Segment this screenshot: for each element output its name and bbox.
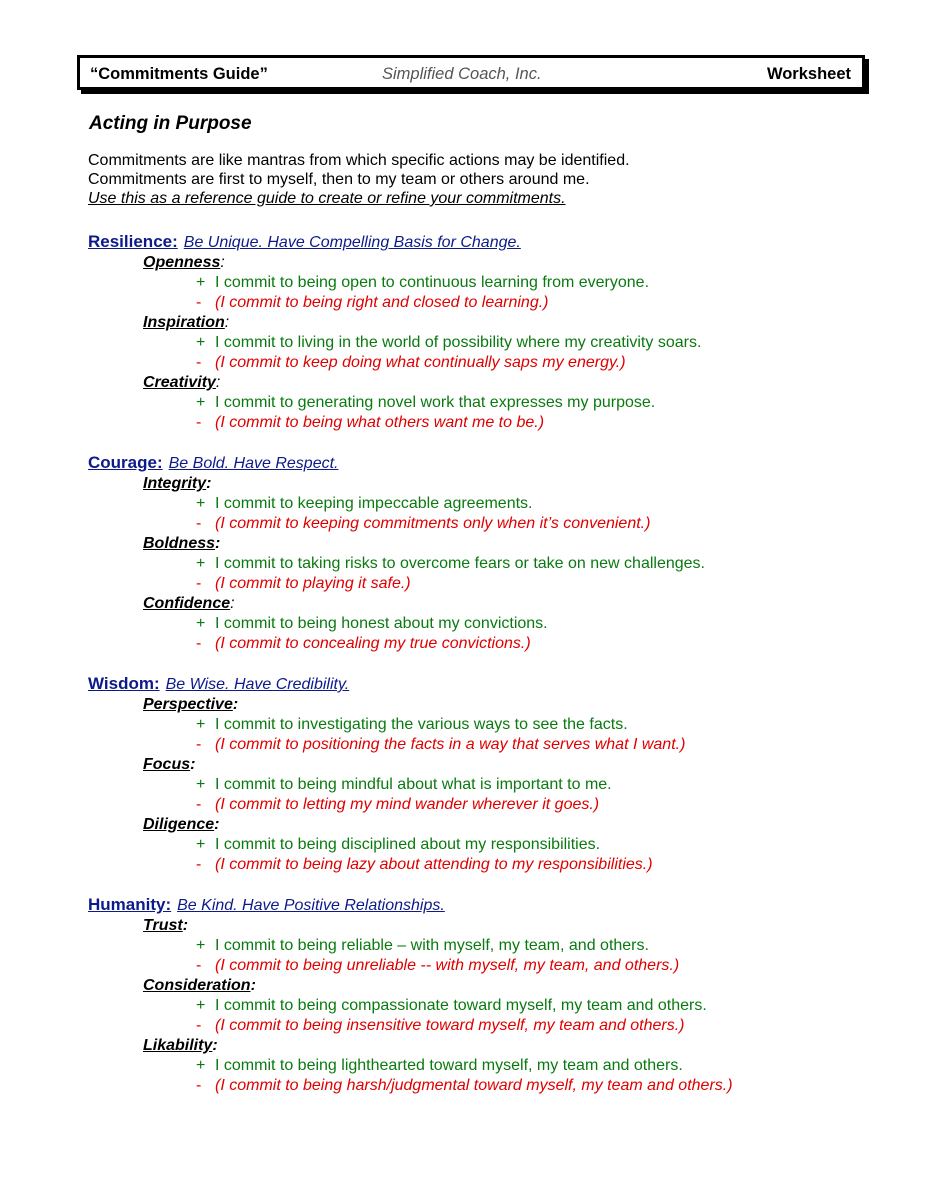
section-name: Resilience: xyxy=(88,232,178,251)
minus-marker: - xyxy=(196,414,202,431)
trait-label xyxy=(143,373,888,393)
plus-marker: + xyxy=(196,615,206,632)
section-name: Courage: xyxy=(88,453,163,472)
commitment-text: (I commit to playing it safe.) xyxy=(215,575,411,592)
intro-reference: Use this as a reference guide to create or refine your commitments. xyxy=(88,190,566,207)
section-heading xyxy=(88,895,888,916)
positive-commitment xyxy=(196,554,888,574)
trait-colon: : xyxy=(215,535,221,552)
commitment-text: I commit to investigating the various ways to see the facts. xyxy=(215,716,628,733)
negative-commitment xyxy=(196,293,888,313)
positive-commitment xyxy=(196,835,888,855)
intro xyxy=(88,151,630,208)
trait-label xyxy=(143,534,888,554)
commitment-text: I commit to being mindful about what is important to me. xyxy=(215,776,612,793)
trait-colon: : xyxy=(220,254,225,271)
section-heading xyxy=(88,453,888,474)
positive-commitment xyxy=(196,775,888,795)
minus-marker: - xyxy=(196,354,202,371)
negative-commitment xyxy=(196,855,888,875)
plus-marker: + xyxy=(196,1057,206,1074)
trait-name: Perspective xyxy=(143,696,233,713)
positive-commitment xyxy=(196,494,888,514)
negative-commitment xyxy=(196,574,888,594)
trait-name: Creativity xyxy=(143,374,216,391)
section-name: Wisdom: xyxy=(88,674,160,693)
trait-colon: : xyxy=(214,816,220,833)
minus-marker: - xyxy=(196,575,202,592)
plus-marker: + xyxy=(196,716,206,733)
negative-commitment xyxy=(196,1016,888,1036)
commitment-text: I commit to being disciplined about my responsibilities. xyxy=(215,836,601,853)
page-title: Acting in Purpose xyxy=(89,113,252,134)
trait-name: Consideration xyxy=(143,977,251,994)
commitment-text: I commit to being compassionate toward myself, my team and others. xyxy=(215,997,707,1014)
document-header xyxy=(77,55,865,90)
section xyxy=(88,453,888,654)
section-heading xyxy=(88,674,888,695)
trait-colon: : xyxy=(250,977,256,994)
section-heading xyxy=(88,232,888,253)
negative-commitment xyxy=(196,735,888,755)
plus-marker: + xyxy=(196,836,206,853)
positive-commitment xyxy=(196,1056,888,1076)
commitment-text: (I commit to being insensitive toward myself, my team and others.) xyxy=(215,1017,685,1034)
commitment-text: (I commit to being lazy about attending to my responsibilities.) xyxy=(215,856,653,873)
positive-commitment xyxy=(196,996,888,1016)
positive-commitment xyxy=(196,715,888,735)
minus-marker: - xyxy=(196,1077,202,1094)
commitment-text: I commit to being reliable – with myself, my team, and others. xyxy=(215,937,649,954)
commitment-text: (I commit to positioning the facts in a way that serves what I want.) xyxy=(215,736,686,753)
section-motto: Be Wise. Have Credibility. xyxy=(165,676,350,693)
commitment-text: (I commit to keep doing what continually saps my energy.) xyxy=(215,354,626,371)
minus-marker: - xyxy=(196,856,202,873)
minus-marker: - xyxy=(196,515,202,532)
trait-label xyxy=(143,1036,888,1056)
commitment-text: I commit to generating novel work that expresses my purpose. xyxy=(215,394,656,411)
trait-label xyxy=(143,474,888,494)
trait-colon: : xyxy=(206,475,212,492)
trait-name: Trust xyxy=(143,917,183,934)
minus-marker: - xyxy=(196,635,202,652)
trait-name: Inspiration xyxy=(143,314,225,331)
trait-name: Focus xyxy=(143,756,191,773)
minus-marker: - xyxy=(196,736,202,753)
section xyxy=(88,674,888,875)
section-name: Humanity: xyxy=(88,895,172,914)
trait-colon: : xyxy=(212,1037,218,1054)
plus-marker: + xyxy=(196,394,206,411)
document-type: Worksheet xyxy=(766,65,851,83)
trait-name: Openness xyxy=(143,254,221,271)
trait-label xyxy=(143,976,888,996)
trait-name: Confidence xyxy=(143,595,231,612)
plus-marker: + xyxy=(196,495,206,512)
trait-name: Diligence xyxy=(143,816,215,833)
positive-commitment xyxy=(196,333,888,353)
trait-label xyxy=(143,755,888,775)
commitment-text: I commit to being lighthearted toward myself, my team and others. xyxy=(215,1057,683,1074)
trait-label xyxy=(143,313,888,333)
trait-label xyxy=(143,253,888,273)
intro-line: Commitments are first to myself, then to my team or others around me. xyxy=(88,171,590,188)
positive-commitment xyxy=(196,614,888,634)
commitments-list xyxy=(88,232,888,1116)
trait-name: Integrity xyxy=(143,475,207,492)
commitment-text: I commit to living in the world of possibility where my creativity soars. xyxy=(215,334,702,351)
negative-commitment xyxy=(196,956,888,976)
positive-commitment xyxy=(196,393,888,413)
section-motto: Be Kind. Have Positive Relationships. xyxy=(177,897,445,914)
commitment-text: (I commit to concealing my true convictions.) xyxy=(215,635,531,652)
commitment-text: I commit to being honest about my convictions. xyxy=(215,615,548,632)
section xyxy=(88,232,888,433)
commitment-text: I commit to keeping impeccable agreements. xyxy=(215,495,533,512)
section xyxy=(88,895,888,1096)
negative-commitment xyxy=(196,634,888,654)
trait-colon: : xyxy=(224,314,230,331)
plus-marker: + xyxy=(196,555,206,572)
commitment-text: (I commit to keeping commitments only when it’s convenient.) xyxy=(215,515,651,532)
section-motto: Be Unique. Have Compelling Basis for Change. xyxy=(183,234,521,251)
negative-commitment xyxy=(196,1076,888,1096)
plus-marker: + xyxy=(196,776,206,793)
plus-marker: + xyxy=(196,274,206,291)
section-motto: Be Bold. Have Respect. xyxy=(168,455,339,472)
trait-label xyxy=(143,916,888,936)
commitment-text: I commit to taking risks to overcome fears or take on new challenges. xyxy=(215,555,705,572)
plus-marker: + xyxy=(196,334,206,351)
document-title: “Commitments Guide” xyxy=(90,65,268,83)
minus-marker: - xyxy=(196,1017,202,1034)
commitment-text: (I commit to being what others want me to be.) xyxy=(215,414,545,431)
commitment-text: (I commit to being unreliable -- with myself, my team, and others.) xyxy=(215,957,680,974)
plus-marker: + xyxy=(196,937,206,954)
negative-commitment xyxy=(196,353,888,373)
trait-colon: : xyxy=(232,696,239,713)
trait-name: Likability xyxy=(143,1037,213,1054)
trait-colon: : xyxy=(230,595,235,612)
plus-marker: + xyxy=(196,997,206,1014)
trait-colon: : xyxy=(190,756,196,773)
commitment-text: (I commit to letting my mind wander wherever it goes.) xyxy=(215,796,600,813)
trait-name: Boldness xyxy=(143,535,216,552)
trait-colon: : xyxy=(182,917,189,934)
trait-label xyxy=(143,594,888,614)
negative-commitment xyxy=(196,514,888,534)
positive-commitment xyxy=(196,273,888,293)
intro-line: Commitments are like mantras from which specific actions may be identified. xyxy=(88,152,630,169)
positive-commitment xyxy=(196,936,888,956)
negative-commitment xyxy=(196,413,888,433)
minus-marker: - xyxy=(196,294,202,311)
negative-commitment xyxy=(196,795,888,815)
commitment-text: (I commit to being harsh/judgmental toward myself, my team and others.) xyxy=(215,1077,733,1094)
trait-label xyxy=(143,815,888,835)
minus-marker: - xyxy=(196,796,202,813)
minus-marker: - xyxy=(196,957,202,974)
company-name: Simplified Coach, Inc. xyxy=(382,65,542,83)
commitment-text: (I commit to being right and closed to learning.) xyxy=(215,294,549,311)
trait-label xyxy=(143,695,888,715)
commitment-text: I commit to being open to continuous learning from everyone. xyxy=(215,274,650,291)
trait-colon: : xyxy=(215,374,221,391)
